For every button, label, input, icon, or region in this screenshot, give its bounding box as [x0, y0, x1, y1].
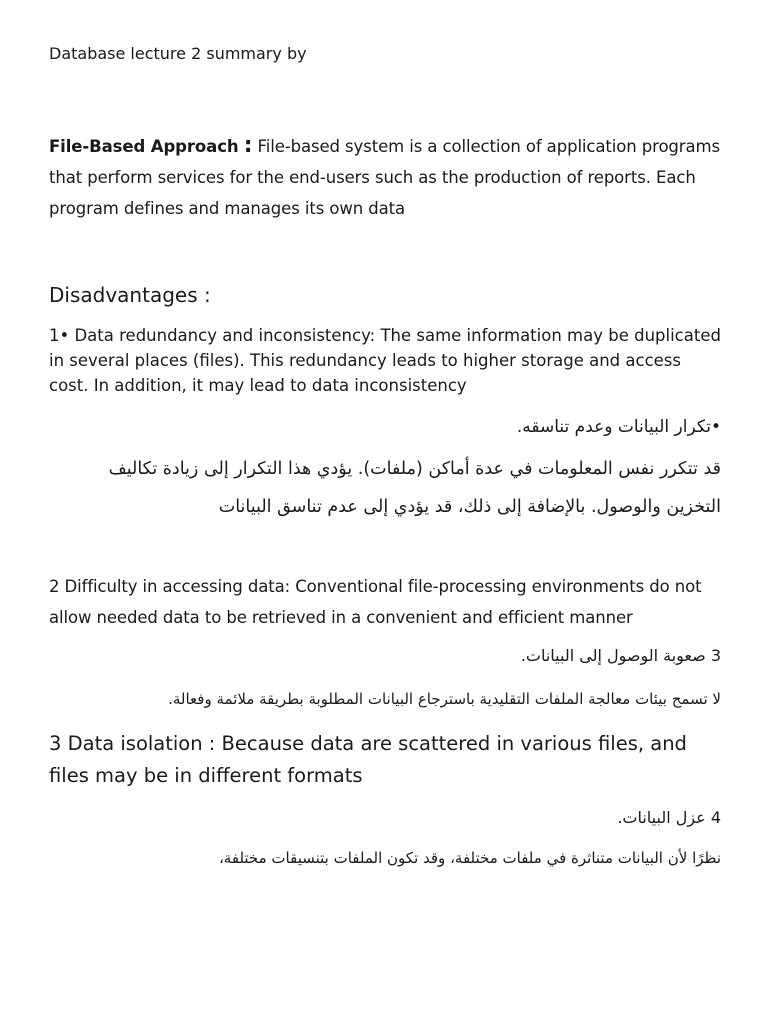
item1-arabic-heading: •تكرار البيانات وعدم تناسقه.: [516, 417, 721, 437]
item2-arabic-heading: 3 صعوبة الوصول إلى البيانات.: [520, 646, 721, 665]
item1-paragraph: 1• Data redundancy and inconsistency: The same information may be duplicated in several places (files). This redundancy leads to higher storage and access cost. In addition, it may lead to data inconsistency: [49, 326, 721, 395]
item3-arabic-body: نظرًا لأن البيانات متناثرة في ملفات مختلفة، وقد تكون الملفات بتنسيقات مختلفة،: [218, 849, 721, 867]
item3-arabic-heading: 4 عزل البيانات.: [617, 808, 721, 827]
item2-arabic-body: لا تسمح بيئات معالجة الملفات التقليدية باسترجاع البيانات المطلوبة بطريقة ملائمة وفعالة.: [168, 690, 721, 708]
intro-paragraph: [49, 130, 721, 224]
item1-arabic-body: قد تتكرر نفس المعلومات في عدة أماكن (ملفات). يؤدي هذا التكرار إلى زيادة تكاليف التخزين والوصول. بالإضافة إلى ذلك، قد يؤدي إلى عدم تناسق البيانات: [108, 459, 721, 517]
intro-text: File-based system is a collection of application programs that perform services for the end-users such as the production of reports. Each program defines and manages its own data: [49, 137, 720, 218]
disadvantages-heading: Disadvantages :: [49, 283, 211, 307]
item2-paragraph: 2 Difficulty in accessing data: Conventional file-processing environments do not allow needed data to be retrieved in a convenient and efficient manner: [49, 577, 702, 627]
intro-term: File-Based Approach: [49, 137, 239, 156]
item3-paragraph: 3 Data isolation : Because data are scattered in various files, and files may be in different formats: [49, 732, 687, 787]
document-title-line: Database lecture 2 summary by: [49, 44, 307, 63]
intro-colon: :: [243, 133, 253, 158]
